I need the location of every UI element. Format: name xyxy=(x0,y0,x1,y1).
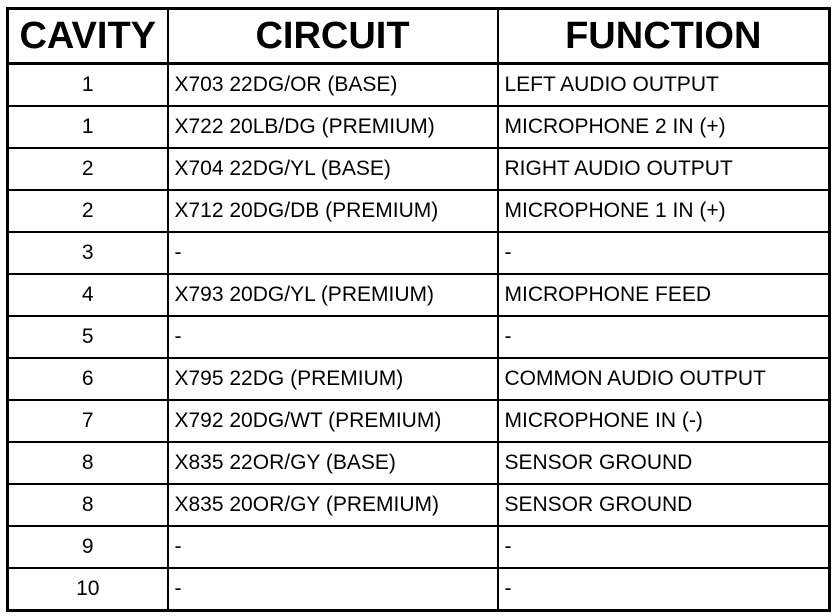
cavity-cell: 3 xyxy=(8,232,168,274)
function-cell: LEFT AUDIO OUTPUT xyxy=(498,64,830,107)
header-circuit: CIRCUIT xyxy=(168,9,498,64)
cavity-cell: 9 xyxy=(8,526,168,568)
circuit-cell: - xyxy=(168,568,498,611)
table-row xyxy=(8,232,830,274)
header-function: FUNCTION xyxy=(498,9,830,64)
circuit-cell: - xyxy=(168,232,498,274)
cavity-cell: 4 xyxy=(8,274,168,316)
function-cell: - xyxy=(498,568,830,611)
circuit-cell: X792 20DG/WT (PREMIUM) xyxy=(168,400,498,442)
function-cell: MICROPHONE IN (-) xyxy=(498,400,830,442)
table-row xyxy=(8,274,830,316)
cavity-cell: 5 xyxy=(8,316,168,358)
table-row xyxy=(8,190,830,232)
header-row xyxy=(8,9,830,64)
function-cell: MICROPHONE 1 IN (+) xyxy=(498,190,830,232)
table-row xyxy=(8,64,830,107)
circuit-cell: - xyxy=(168,316,498,358)
circuit-cell: X703 22DG/OR (BASE) xyxy=(168,64,498,107)
cavity-cell: 1 xyxy=(8,64,168,107)
function-cell: RIGHT AUDIO OUTPUT xyxy=(498,148,830,190)
header-cavity: CAVITY xyxy=(8,9,168,64)
function-cell: MICROPHONE FEED xyxy=(498,274,830,316)
function-cell: - xyxy=(498,232,830,274)
table-row xyxy=(8,148,830,190)
circuit-cell: X712 20DG/DB (PREMIUM) xyxy=(168,190,498,232)
table-row xyxy=(8,484,830,526)
table-row xyxy=(8,106,830,148)
circuit-cell: X793 20DG/YL (PREMIUM) xyxy=(168,274,498,316)
circuit-cell: - xyxy=(168,526,498,568)
table-row xyxy=(8,400,830,442)
function-cell: SENSOR GROUND xyxy=(498,442,830,484)
circuit-cell: X704 22DG/YL (BASE) xyxy=(168,148,498,190)
function-cell: COMMON AUDIO OUTPUT xyxy=(498,358,830,400)
connector-pinout-table xyxy=(6,7,831,612)
cavity-cell: 8 xyxy=(8,442,168,484)
function-cell: - xyxy=(498,316,830,358)
table-row xyxy=(8,358,830,400)
table-row xyxy=(8,568,830,611)
table-row xyxy=(8,442,830,484)
circuit-cell: X795 22DG (PREMIUM) xyxy=(168,358,498,400)
function-cell: SENSOR GROUND xyxy=(498,484,830,526)
cavity-cell: 6 xyxy=(8,358,168,400)
cavity-cell: 8 xyxy=(8,484,168,526)
cavity-cell: 2 xyxy=(8,190,168,232)
circuit-cell: X835 22OR/GY (BASE) xyxy=(168,442,498,484)
cavity-cell: 7 xyxy=(8,400,168,442)
cavity-cell: 1 xyxy=(8,106,168,148)
cavity-cell: 2 xyxy=(8,148,168,190)
function-cell: MICROPHONE 2 IN (+) xyxy=(498,106,830,148)
table-row xyxy=(8,526,830,568)
circuit-cell: X722 20LB/DG (PREMIUM) xyxy=(168,106,498,148)
circuit-cell: X835 20OR/GY (PREMIUM) xyxy=(168,484,498,526)
function-cell: - xyxy=(498,526,830,568)
cavity-cell: 10 xyxy=(8,568,168,611)
table-row xyxy=(8,316,830,358)
